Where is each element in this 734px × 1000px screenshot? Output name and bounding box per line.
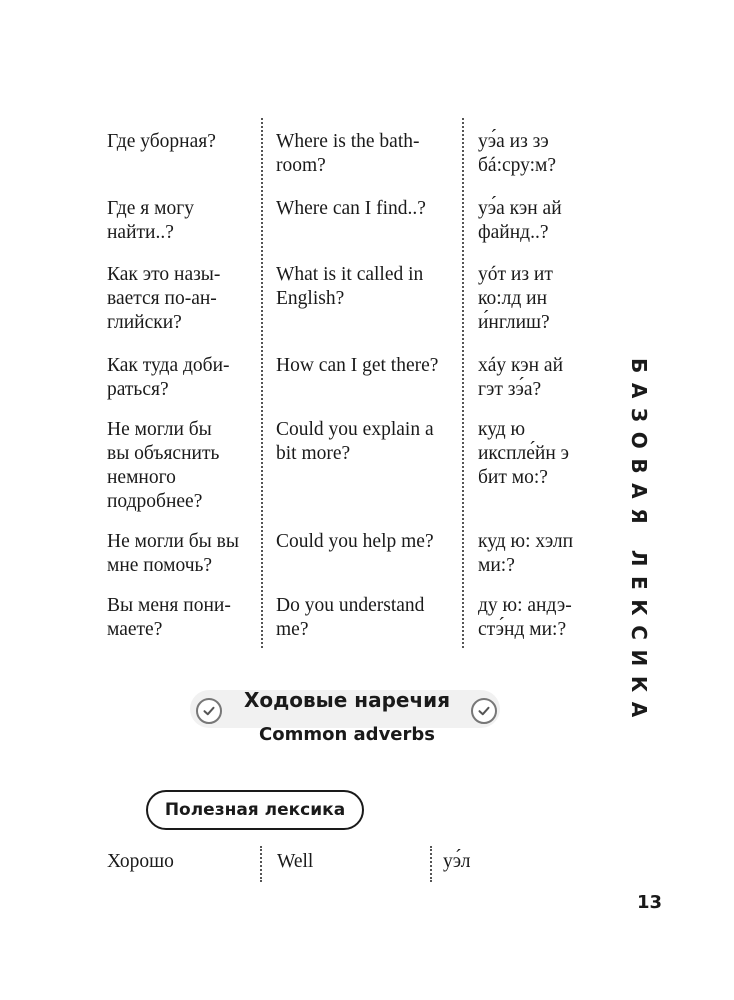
phrase-en: What is it called in English?: [276, 264, 424, 309]
phrase-transcription: куд ю: хэлп ми:?: [478, 531, 574, 576]
vocab-transcription: уэ́л: [443, 851, 471, 872]
column-divider-1: [260, 846, 262, 882]
phrase-transcription: уэ́а из зэ бá:сру:м?: [478, 131, 557, 176]
column-divider-2: [430, 846, 432, 882]
vocab-ru: Хорошо: [107, 851, 174, 872]
section-title-en: Common adverbs: [259, 724, 435, 745]
side-section-title: БАЗОВАЯ ЛЕКСИКА: [627, 358, 651, 727]
phrase-ru: Не могли бы вы объяснить немного подробнее?: [107, 419, 220, 512]
checkmark-icon: [471, 698, 497, 724]
phrase-transcription: хáу кэн ай гэт зэ́а?: [478, 355, 564, 400]
phrase-transcription: куд ю икспле́йн э бит мо:?: [478, 419, 570, 488]
phrase-en: How can I get there?: [276, 355, 439, 376]
phrase-ru: Вы меня пони- маете?: [107, 595, 231, 640]
section-heading: [0, 680, 734, 760]
phrase-transcription: уóт из ит ко:лд ин и́нглиш?: [478, 264, 553, 333]
vocab-row: [0, 846, 734, 882]
vocab-en: Well: [277, 851, 314, 872]
phrase-ru: Как это назы- вается по-ан- глийски?: [107, 264, 221, 333]
section-title-ru: Ходовые наречия: [243, 688, 451, 712]
phrase-en: Where is the bath- room?: [276, 131, 420, 176]
phrase-transcription: ду ю: андэ- стэ́нд ми:?: [478, 595, 572, 640]
column-divider-1: [261, 118, 263, 648]
phrase-ru: Не могли бы вы мне помочь?: [107, 531, 239, 576]
useful-vocabulary-badge: Полезная лексика: [146, 790, 364, 830]
phrase-ru: Как туда доби- раться?: [107, 355, 230, 400]
phrase-ru: Где я могу найти..?: [107, 198, 194, 243]
phrase-en: Could you help me?: [276, 531, 434, 552]
page-number: 13: [636, 892, 662, 913]
phrase-transcription: уэ́а кэн ай файнд..?: [478, 198, 562, 243]
phrase-ru: Где уборная?: [107, 131, 216, 152]
phrase-en: Where can I find..?: [276, 198, 426, 219]
phrase-en: Could you explain a bit more?: [276, 419, 434, 464]
phrase-en: Do you understand me?: [276, 595, 425, 640]
checkmark-icon: [196, 698, 222, 724]
column-divider-2: [462, 118, 464, 648]
